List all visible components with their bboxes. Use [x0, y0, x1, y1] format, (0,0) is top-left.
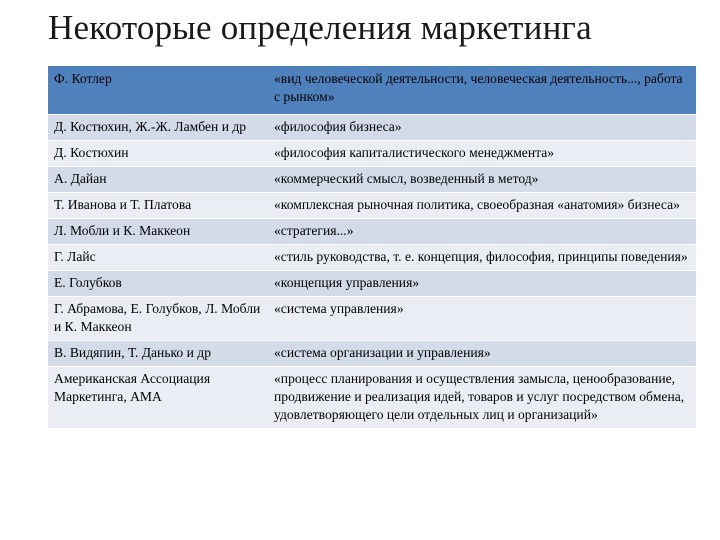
table-row: [48, 66, 696, 115]
table-row: [48, 245, 696, 271]
author-cell: Г. Абрамова, Е. Голубков, Л. Мобли и К. Маккеон: [48, 297, 268, 341]
definition-cell: «вид человеческой деятельности, человеческая деятельность..., работа с рынком»: [268, 66, 696, 115]
definition-cell: «система организации и управления»: [268, 341, 696, 367]
author-cell: Ф. Котлер: [48, 66, 268, 115]
table-row: [48, 271, 696, 297]
definitions-table: [48, 65, 696, 428]
author-cell: В. Видяпин, Т. Данько и др: [48, 341, 268, 367]
author-cell: Американская Ассоциация Маркетинга, АМА: [48, 367, 268, 429]
definition-cell: «комплексная рыночная политика, своеобразная «анатомия» бизнеса»: [268, 193, 696, 219]
table-row: [48, 367, 696, 429]
definition-cell: «концепция управления»: [268, 271, 696, 297]
table-row: [48, 193, 696, 219]
definition-cell: «стратегия...»: [268, 219, 696, 245]
table-row: [48, 167, 696, 193]
definition-cell: «процесс планирования и осуществления замысла, ценообразование, продвижение и реализация идей, товаров и услуг посредством обмена, удовлетворяющего цели отдельных лиц и организаций»: [268, 367, 696, 429]
table-row: [48, 141, 696, 167]
definition-cell: «философия бизнеса»: [268, 115, 696, 141]
slide-title: Некоторые определения маркетинга: [48, 8, 592, 47]
table-row: [48, 341, 696, 367]
table-row: [48, 219, 696, 245]
definition-cell: «стиль руководства, т. е. концепция, философия, принципы поведения»: [268, 245, 696, 271]
author-cell: Т. Иванова и Т. Платова: [48, 193, 268, 219]
definition-cell: «философия капиталистического менеджмента»: [268, 141, 696, 167]
table-row: [48, 297, 696, 341]
definition-cell: «система управления»: [268, 297, 696, 341]
author-cell: Е. Голубков: [48, 271, 268, 297]
author-cell: Л. Мобли и К. Маккеон: [48, 219, 268, 245]
author-cell: Г. Лайс: [48, 245, 268, 271]
table-row: [48, 115, 696, 141]
definition-cell: «коммерческий смысл, возведенный в метод»: [268, 167, 696, 193]
author-cell: Д. Костюхин: [48, 141, 268, 167]
author-cell: А. Дайан: [48, 167, 268, 193]
author-cell: Д. Костюхин, Ж.-Ж. Ламбен и др: [48, 115, 268, 141]
